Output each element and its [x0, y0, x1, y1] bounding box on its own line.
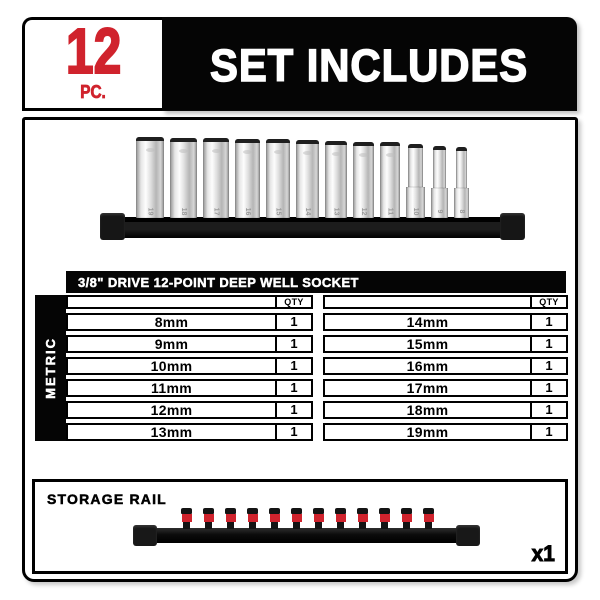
- table-row: [66, 423, 313, 442]
- table-title-text: 3/8" DRIVE 12-POINT DEEP WELL SOCKET: [78, 274, 359, 290]
- table-row: [323, 401, 568, 420]
- qty-cell: 1: [545, 380, 553, 396]
- storage-rail-label: STORAGE RAIL: [47, 491, 167, 507]
- socket: [136, 137, 164, 218]
- socket: [170, 138, 197, 218]
- rail-post: [181, 508, 192, 529]
- storage-rail-quantity: x1: [531, 541, 555, 566]
- table-header-row: [323, 295, 568, 309]
- rail-post: [357, 508, 368, 529]
- size-cell: 17mm: [325, 381, 532, 396]
- piece-count-badge: [22, 17, 162, 111]
- socket-rail: [110, 217, 515, 238]
- rail-post-red-ring: [336, 514, 346, 522]
- socket-size-marking: 17: [212, 207, 220, 216]
- socket-upper: [456, 147, 467, 188]
- socket-size-marking: 13: [332, 207, 340, 216]
- brand-logo-mark: [303, 151, 312, 155]
- size-cell: 16mm: [325, 359, 532, 374]
- socket-size-marking: 18: [180, 207, 187, 216]
- socket: [353, 142, 374, 218]
- qty-cell: 1: [545, 314, 553, 330]
- socket: [454, 147, 469, 218]
- rail-post-red-ring: [314, 514, 324, 522]
- brand-logo-mark: [179, 149, 188, 153]
- table-header-row: [66, 295, 313, 309]
- rail-post: [313, 508, 324, 529]
- table-row: [66, 335, 313, 354]
- rail-post-stem: [315, 522, 322, 529]
- socket-size-marking: 19: [146, 207, 154, 216]
- qty-cell: 1: [545, 424, 553, 440]
- socket-size-marking: 11: [386, 207, 394, 216]
- socket-size-marking: 14: [304, 207, 311, 216]
- rail-post-red-ring: [424, 514, 434, 522]
- qty-header-cell: QTY: [284, 297, 304, 307]
- brand-logo-mark: [386, 153, 395, 157]
- metric-category-label: METRIC: [43, 337, 58, 399]
- socket-size-marking: 10: [412, 207, 419, 216]
- rail-post-red-ring: [358, 514, 368, 522]
- socket-opening: [136, 137, 164, 141]
- rail-post-red-ring: [182, 514, 192, 522]
- rail-post-red-ring: [248, 514, 258, 522]
- socket-opening: [235, 139, 260, 143]
- rail-post: [379, 508, 390, 529]
- size-cell: 12mm: [68, 403, 277, 418]
- socket-size-marking: 15: [274, 207, 282, 216]
- socket: [380, 142, 400, 218]
- qty-cell: 1: [290, 336, 298, 352]
- size-cell: 15mm: [325, 337, 532, 352]
- brand-logo-mark: [212, 149, 221, 153]
- rail-post-stem: [271, 522, 278, 529]
- socket-opening: [296, 140, 319, 144]
- socket: [203, 138, 229, 218]
- size-cell: 13mm: [68, 425, 277, 440]
- size-cell: 14mm: [325, 315, 532, 330]
- rail-post-stem: [359, 522, 366, 529]
- rail-post-red-ring: [380, 514, 390, 522]
- table-row: [66, 313, 313, 332]
- table-row: [66, 401, 313, 420]
- socket-set-image: [100, 137, 525, 240]
- rail-post-stem: [293, 522, 300, 529]
- socket-rail-end-cap-left: [100, 213, 125, 240]
- table-row: [323, 313, 568, 332]
- rail-post-red-ring: [402, 514, 412, 522]
- rail-post-stem: [337, 522, 344, 529]
- size-cell: 19mm: [325, 425, 532, 440]
- rail-post-red-ring: [204, 514, 214, 522]
- socket-size-marking: 16: [244, 207, 251, 216]
- rail-post: [225, 508, 236, 529]
- socket: [266, 139, 290, 218]
- storage-rail-end-cap-right: [456, 525, 480, 546]
- rail-post: [247, 508, 258, 529]
- qty-cell: 1: [290, 402, 298, 418]
- brand-logo-mark: [359, 153, 368, 157]
- socket-upper: [433, 146, 446, 188]
- rail-post: [203, 508, 214, 529]
- socket-opening: [325, 141, 347, 145]
- socket-opening: [456, 147, 467, 151]
- piece-count-unit: PC.: [80, 81, 107, 102]
- rail-post-stem: [403, 522, 410, 529]
- table-row: [66, 379, 313, 398]
- socket-rail-end-cap-right: [500, 213, 525, 240]
- size-cell: 18mm: [325, 403, 532, 418]
- size-cell: 10mm: [68, 359, 277, 374]
- socket: [406, 144, 425, 218]
- socket: [325, 141, 347, 218]
- qty-cell: 1: [290, 424, 298, 440]
- rail-post-red-ring: [292, 514, 302, 522]
- rail-post-stem: [425, 522, 432, 529]
- metric-category-sidebar: [35, 295, 66, 441]
- rail-post-stem: [249, 522, 256, 529]
- banner-title: SET INCLUDES: [210, 40, 529, 91]
- socket-size-marking: 8: [458, 209, 465, 214]
- brand-logo-mark: [332, 152, 341, 156]
- brand-logo-mark: [274, 150, 283, 154]
- rail-post: [423, 508, 434, 529]
- socket-size-table-right: [323, 295, 568, 441]
- socket: [296, 140, 319, 218]
- qty-cell: 1: [290, 380, 298, 396]
- socket: [431, 146, 448, 218]
- socket-row: [136, 137, 469, 218]
- socket-opening: [408, 144, 423, 148]
- rail-post-stem: [227, 522, 234, 529]
- size-cell: 9mm: [68, 337, 277, 352]
- table-row: [66, 357, 313, 376]
- socket-size-marking: 12: [360, 207, 367, 216]
- rail-post: [401, 508, 412, 529]
- socket-size-marking: 9: [436, 209, 443, 214]
- rail-post: [291, 508, 302, 529]
- qty-cell: 1: [545, 358, 553, 374]
- rail-post-red-ring: [270, 514, 280, 522]
- table-row: [323, 357, 568, 376]
- storage-rail-end-cap-left: [133, 525, 157, 546]
- socket-opening: [433, 146, 446, 150]
- socket-opening: [170, 138, 197, 142]
- qty-header-cell: QTY: [539, 297, 559, 307]
- rail-post: [335, 508, 346, 529]
- set-includes-banner: [162, 17, 577, 111]
- storage-rail-bar: [140, 528, 480, 543]
- socket-upper: [408, 144, 423, 187]
- socket: [235, 139, 260, 218]
- header-name-cell: [68, 297, 277, 307]
- rail-post-stem: [381, 522, 388, 529]
- socket-opening: [203, 138, 229, 142]
- table-row: [323, 335, 568, 354]
- rail-post-red-ring: [226, 514, 236, 522]
- socket-opening: [380, 142, 400, 146]
- qty-cell: 1: [290, 358, 298, 374]
- socket-size-table-left: [66, 295, 313, 441]
- table-row: [323, 423, 568, 442]
- piece-count-number: 12: [65, 15, 122, 88]
- brand-logo-mark: [146, 148, 155, 152]
- socket-opening: [266, 139, 290, 143]
- table-row: [323, 379, 568, 398]
- qty-cell: 1: [290, 314, 298, 330]
- table-title-bar: [66, 271, 566, 293]
- storage-rail-image: [133, 505, 481, 550]
- size-cell: 8mm: [68, 315, 277, 330]
- header-name-cell: [325, 297, 532, 307]
- rail-post: [269, 508, 280, 529]
- socket-opening: [353, 142, 374, 146]
- brand-logo-mark: [243, 150, 252, 154]
- rail-post-stem: [205, 522, 212, 529]
- rail-post-stem: [183, 522, 190, 529]
- qty-cell: 1: [545, 336, 553, 352]
- size-cell: 11mm: [68, 381, 277, 396]
- qty-cell: 1: [545, 402, 553, 418]
